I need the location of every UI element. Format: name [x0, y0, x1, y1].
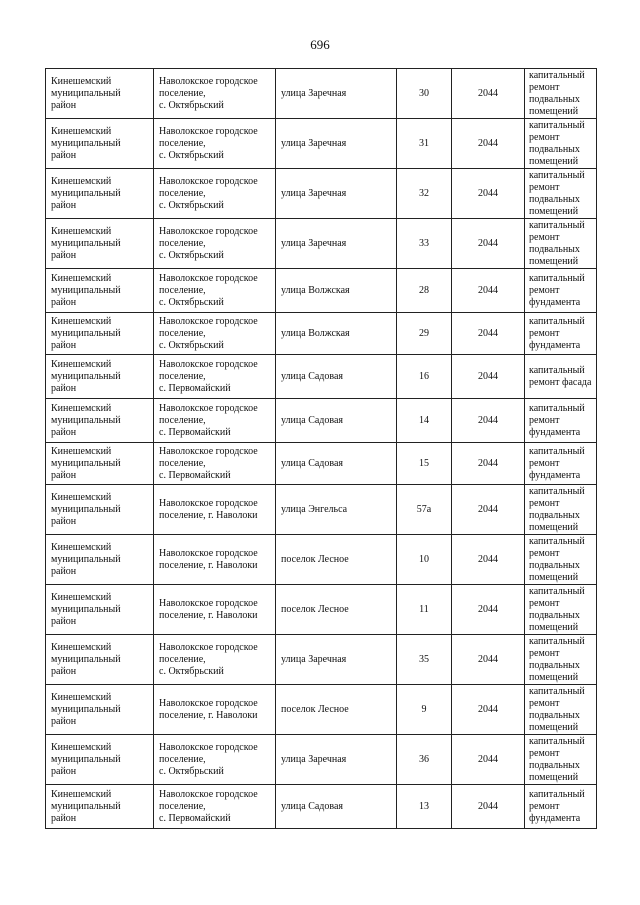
district-cell: Кинешемский муниципальный район [46, 685, 154, 735]
settlement-cell: Наволокское городское поселение, с. Октябрьский [154, 169, 276, 219]
year-cell: 2044 [452, 535, 525, 585]
district-cell: Кинешемский муниципальный район [46, 585, 154, 635]
house-number-cell: 11 [397, 585, 452, 635]
district-cell: Кинешемский муниципальный район [46, 535, 154, 585]
work-type-cell: капитальный ремонт подвальных помещений [525, 635, 597, 685]
house-number-cell: 13 [397, 785, 452, 829]
table-row [46, 313, 597, 355]
work-type-cell: капитальный ремонт фундамента [525, 269, 597, 313]
work-type-cell: капитальный ремонт подвальных помещений [525, 69, 597, 119]
house-number-cell: 31 [397, 119, 452, 169]
street-cell: улица Заречная [276, 169, 397, 219]
year-cell: 2044 [452, 119, 525, 169]
street-cell: улица Энгельса [276, 485, 397, 535]
work-type-cell: капитальный ремонт подвальных помещений [525, 119, 597, 169]
house-number-cell: 9 [397, 685, 452, 735]
district-cell: Кинешемский муниципальный район [46, 69, 154, 119]
year-cell: 2044 [452, 313, 525, 355]
settlement-cell: Наволокское городское поселение, г. Наволоки [154, 585, 276, 635]
district-cell: Кинешемский муниципальный район [46, 443, 154, 485]
house-number-cell: 15 [397, 443, 452, 485]
settlement-cell: Наволокское городское поселение, с. Октябрьский [154, 735, 276, 785]
street-cell: поселок Лесное [276, 535, 397, 585]
settlement-cell: Наволокское городское поселение, с. Первомайский [154, 355, 276, 399]
page-number: 696 [310, 37, 330, 52]
year-cell: 2044 [452, 69, 525, 119]
district-cell: Кинешемский муниципальный район [46, 269, 154, 313]
year-cell: 2044 [452, 169, 525, 219]
work-type-cell: капитальный ремонт подвальных помещений [525, 585, 597, 635]
table-row [46, 69, 597, 119]
year-cell: 2044 [452, 635, 525, 685]
table-row [46, 535, 597, 585]
district-cell: Кинешемский муниципальный район [46, 313, 154, 355]
year-cell: 2044 [452, 269, 525, 313]
settlement-cell: Наволокское городское поселение, с. Октябрьский [154, 313, 276, 355]
table-row [46, 785, 597, 829]
house-number-cell: 57а [397, 485, 452, 535]
district-cell: Кинешемский муниципальный район [46, 635, 154, 685]
street-cell: улица Заречная [276, 219, 397, 269]
district-cell: Кинешемский муниципальный район [46, 399, 154, 443]
year-cell: 2044 [452, 399, 525, 443]
settlement-cell: Наволокское городское поселение, с. Октябрьский [154, 119, 276, 169]
house-number-cell: 30 [397, 69, 452, 119]
street-cell: улица Заречная [276, 119, 397, 169]
year-cell: 2044 [452, 443, 525, 485]
year-cell: 2044 [452, 219, 525, 269]
house-number-cell: 16 [397, 355, 452, 399]
district-cell: Кинешемский муниципальный район [46, 169, 154, 219]
table-row [46, 355, 597, 399]
housing-repair-table [45, 68, 597, 829]
table-row [46, 269, 597, 313]
house-number-cell: 32 [397, 169, 452, 219]
settlement-cell: Наволокское городское поселение, с. Октябрьский [154, 635, 276, 685]
street-cell: улица Заречная [276, 635, 397, 685]
settlement-cell: Наволокское городское поселение, г. Наволоки [154, 535, 276, 585]
table-row [46, 635, 597, 685]
work-type-cell: капитальный ремонт подвальных помещений [525, 685, 597, 735]
settlement-cell: Наволокское городское поселение, с. Октябрьский [154, 219, 276, 269]
settlement-cell: Наволокское городское поселение, с. Октябрьский [154, 269, 276, 313]
street-cell: поселок Лесное [276, 585, 397, 635]
table-row [46, 169, 597, 219]
settlement-cell: Наволокское городское поселение, с. Октябрьский [154, 69, 276, 119]
street-cell: улица Садовая [276, 443, 397, 485]
house-number-cell: 33 [397, 219, 452, 269]
settlement-cell: Наволокское городское поселение, с. Первомайский [154, 399, 276, 443]
street-cell: улица Садовая [276, 355, 397, 399]
street-cell: улица Заречная [276, 735, 397, 785]
house-number-cell: 36 [397, 735, 452, 785]
work-type-cell: капитальный ремонт подвальных помещений [525, 219, 597, 269]
house-number-cell: 35 [397, 635, 452, 685]
street-cell: улица Волжская [276, 313, 397, 355]
district-cell: Кинешемский муниципальный район [46, 735, 154, 785]
table-row [46, 685, 597, 735]
work-type-cell: капитальный ремонт фундамента [525, 443, 597, 485]
district-cell: Кинешемский муниципальный район [46, 219, 154, 269]
work-type-cell: капитальный ремонт подвальных помещений [525, 535, 597, 585]
table-row [46, 219, 597, 269]
work-type-cell: капитальный ремонт подвальных помещений [525, 169, 597, 219]
work-type-cell: капитальный ремонт фасада [525, 355, 597, 399]
house-number-cell: 14 [397, 399, 452, 443]
settlement-cell: Наволокское городское поселение, г. Наволоки [154, 685, 276, 735]
settlement-cell: Наволокское городское поселение, г. Наволоки [154, 485, 276, 535]
work-type-cell: капитальный ремонт подвальных помещений [525, 735, 597, 785]
district-cell: Кинешемский муниципальный район [46, 355, 154, 399]
table-row [46, 443, 597, 485]
settlement-cell: Наволокское городское поселение, с. Первомайский [154, 785, 276, 829]
year-cell: 2044 [452, 355, 525, 399]
year-cell: 2044 [452, 785, 525, 829]
settlement-cell: Наволокское городское поселение, с. Первомайский [154, 443, 276, 485]
street-cell: улица Заречная [276, 69, 397, 119]
district-cell: Кинешемский муниципальный район [46, 119, 154, 169]
street-cell: улица Волжская [276, 269, 397, 313]
table-body [46, 69, 597, 829]
table-row [46, 485, 597, 535]
table-row [46, 399, 597, 443]
year-cell: 2044 [452, 735, 525, 785]
table-row [46, 585, 597, 635]
street-cell: улица Садовая [276, 785, 397, 829]
house-number-cell: 29 [397, 313, 452, 355]
year-cell: 2044 [452, 685, 525, 735]
work-type-cell: капитальный ремонт фундамента [525, 399, 597, 443]
work-type-cell: капитальный ремонт подвальных помещений [525, 485, 597, 535]
work-type-cell: капитальный ремонт фундамента [525, 313, 597, 355]
street-cell: поселок Лесное [276, 685, 397, 735]
work-type-cell: капитальный ремонт фундамента [525, 785, 597, 829]
house-number-cell: 28 [397, 269, 452, 313]
table-row [46, 119, 597, 169]
house-number-cell: 10 [397, 535, 452, 585]
year-cell: 2044 [452, 585, 525, 635]
district-cell: Кинешемский муниципальный район [46, 485, 154, 535]
street-cell: улица Садовая [276, 399, 397, 443]
year-cell: 2044 [452, 485, 525, 535]
table-row [46, 735, 597, 785]
district-cell: Кинешемский муниципальный район [46, 785, 154, 829]
